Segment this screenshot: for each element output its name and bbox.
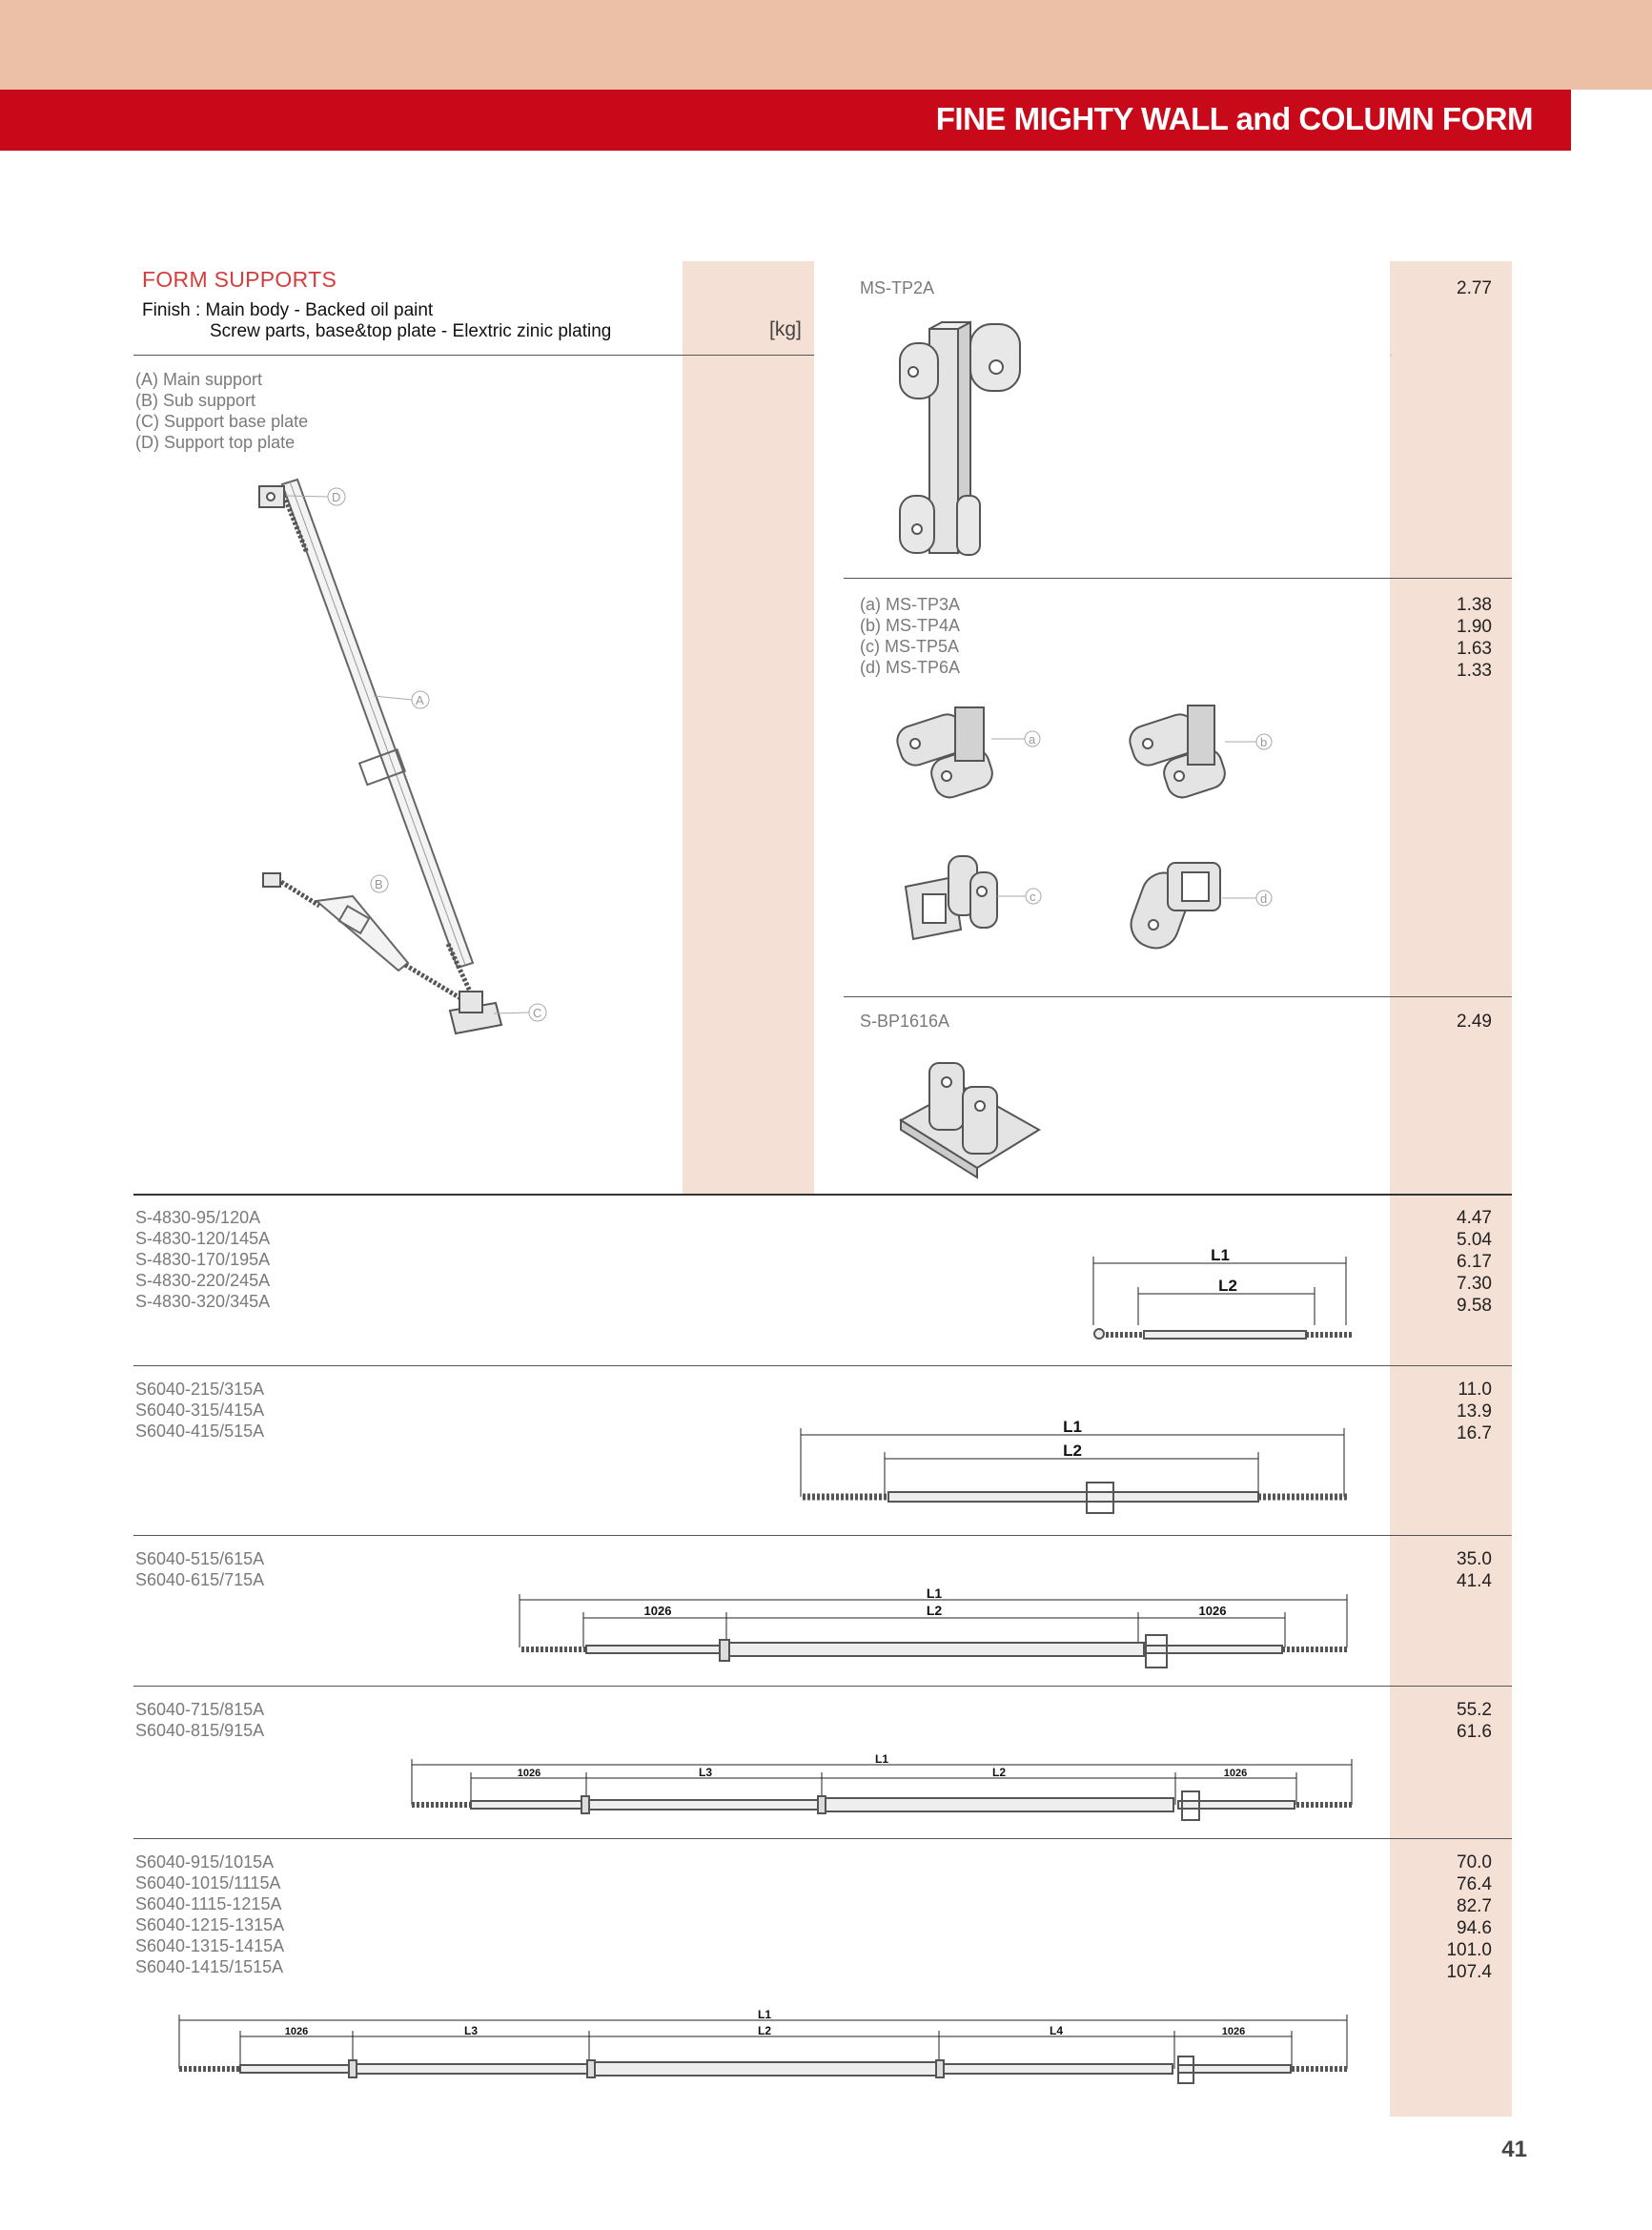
part-label: (D) Support top plate [135, 433, 296, 452]
weight-value: 35.0 [1457, 1549, 1492, 1569]
dimension-label: 1026 [1221, 2026, 1246, 2037]
dimension-label: L2 [926, 1603, 943, 1618]
unit-label: [kg] [769, 318, 802, 340]
weight-value: 6.17 [1457, 1252, 1492, 1272]
item-code: S6040-1015/1115A [135, 1873, 281, 1892]
item-code: S6040-415/515A [135, 1422, 265, 1441]
item-code: S6040-915/1015A [135, 1852, 275, 1872]
item-code: (c) MS-TP5A [860, 637, 960, 656]
item-code: S6040-215/315A [135, 1380, 265, 1399]
item-code: S-4830-170/195A [135, 1250, 271, 1269]
item-code: S6040-315/415A [135, 1401, 265, 1420]
callout-label: b [1260, 735, 1268, 749]
callout-label: D [332, 490, 341, 504]
dimension-label: L3 [463, 2024, 479, 2037]
item-code: S6040-815/915A [135, 1721, 265, 1740]
item-code: MS-TP2A [860, 278, 935, 297]
weight-value: 16.7 [1457, 1423, 1492, 1443]
dimension-label: L1 [1063, 1418, 1082, 1436]
document-title: FINE MIGHTY WALL and COLUMN FORM [935, 101, 1533, 136]
dimension-label: 1026 [643, 1604, 672, 1618]
weight-value: 1.33 [1457, 661, 1492, 681]
dimension-label: L2 [1218, 1277, 1237, 1295]
weight-value: 107.4 [1446, 1962, 1492, 1982]
item-code: S6040-1415/1515A [135, 1957, 284, 1976]
item-code: S-4830-95/120A [135, 1208, 261, 1227]
weight-value: 1.63 [1457, 639, 1492, 659]
callout-label: c [1030, 890, 1036, 904]
weight-value: 55.2 [1457, 1700, 1492, 1720]
weight-value: 5.04 [1457, 1230, 1492, 1250]
dimension-label: L4 [1049, 2024, 1064, 2037]
weight-value: 70.0 [1457, 1852, 1492, 1872]
dimension-label: L3 [698, 1766, 713, 1779]
dimension-label: L2 [757, 2024, 772, 2037]
dimension-label: 1026 [1223, 1768, 1248, 1779]
callout-label: C [533, 1006, 542, 1020]
item-code: S-4830-120/145A [135, 1229, 271, 1248]
weight-value: 11.0 [1458, 1380, 1492, 1400]
dimension-label: L1 [757, 2008, 772, 2021]
weight-value: 76.4 [1457, 1874, 1492, 1894]
weight-value: 4.47 [1457, 1208, 1492, 1228]
weight-value: 9.58 [1457, 1296, 1492, 1316]
weight-value: 94.6 [1457, 1918, 1492, 1938]
weight-value: 101.0 [1446, 1940, 1492, 1960]
dimension-label: 1026 [1198, 1604, 1227, 1618]
item-code: S-BP1616A [860, 1012, 950, 1031]
callout-label: d [1260, 891, 1268, 906]
item-code: S6040-715/815A [135, 1700, 265, 1719]
part-label: (A) Main support [135, 370, 263, 389]
item-code: S-4830-320/345A [135, 1292, 271, 1311]
item-code: (d) MS-TP6A [860, 658, 961, 677]
weight-value: 1.90 [1457, 617, 1492, 637]
weight-value: 41.4 [1457, 1571, 1492, 1591]
item-code: S6040-615/715A [135, 1570, 265, 1589]
item-code: S6040-1315-1415A [135, 1936, 285, 1955]
callout-label: a [1029, 732, 1036, 747]
part-label: (B) Sub support [135, 391, 256, 410]
dimension-label: 1026 [284, 2026, 309, 2037]
weight-value: 2.49 [1457, 1012, 1492, 1032]
item-code: (a) MS-TP3A [860, 595, 961, 614]
item-code: (b) MS-TP4A [860, 616, 961, 635]
weight-value: 2.77 [1457, 278, 1492, 298]
dimension-label: L1 [926, 1586, 943, 1601]
dimension-label: L1 [874, 1752, 889, 1766]
weight-value: 82.7 [1457, 1896, 1492, 1916]
finish-line-1: Finish : Main body - Backed oil paint [142, 300, 434, 320]
dimension-label: L2 [1063, 1442, 1082, 1460]
part-label: (C) Support base plate [135, 412, 309, 431]
weight-value: 61.6 [1457, 1722, 1492, 1742]
item-code: S6040-515/615A [135, 1549, 265, 1568]
callout-label: B [375, 877, 383, 891]
callout-label: A [416, 693, 424, 707]
page-number: 41 [1501, 2137, 1527, 2162]
weight-value: 1.38 [1457, 595, 1492, 615]
weight-value: 13.9 [1457, 1401, 1492, 1422]
dimension-label: L1 [1211, 1246, 1230, 1264]
item-code: S6040-1115-1215A [135, 1894, 282, 1913]
item-code: S-4830-220/245A [135, 1271, 271, 1290]
weight-value: 7.30 [1457, 1274, 1492, 1294]
dimension-label: 1026 [517, 1768, 541, 1779]
section-title: FORM SUPPORTS [142, 267, 337, 292]
item-code: S6040-1215-1315A [135, 1915, 285, 1934]
finish-line-2: Screw parts, base&top plate - Elextric zinic plating [210, 321, 612, 341]
dimension-label: L2 [991, 1766, 1007, 1779]
